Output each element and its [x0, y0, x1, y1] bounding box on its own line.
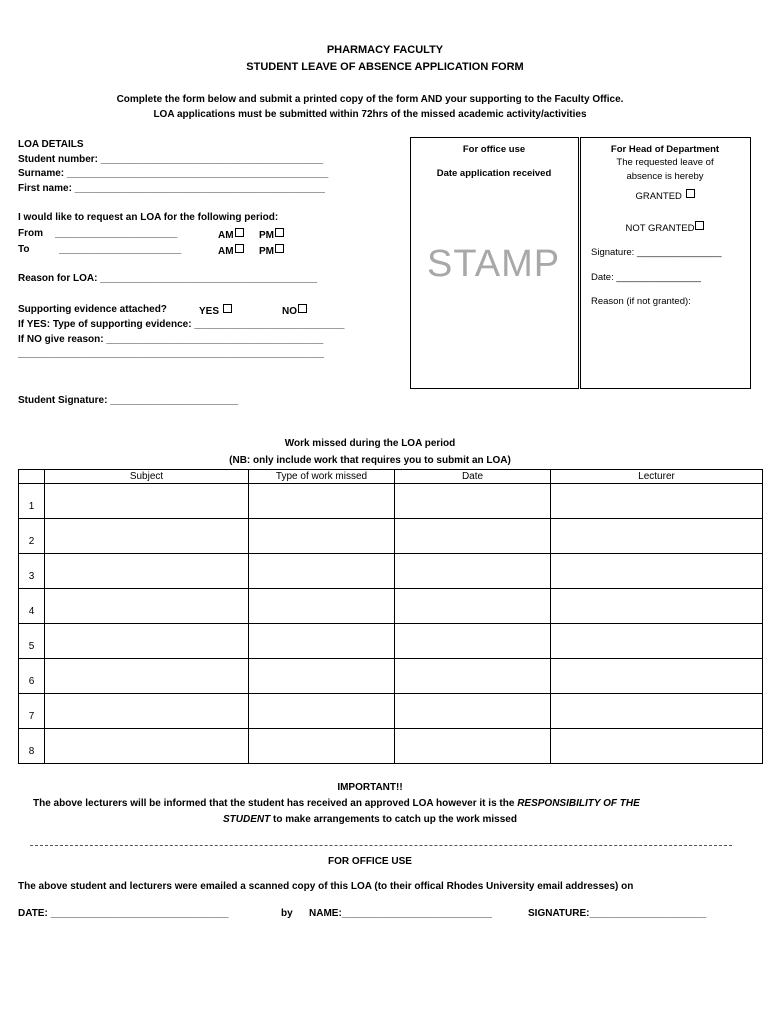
important-emphasis-student: STUDENT: [223, 814, 271, 825]
head-of-department-box: [580, 137, 751, 389]
reason-field[interactable]: Reason for LOA: _______________________________________: [18, 273, 318, 284]
checkbox-icon[interactable]: [223, 304, 232, 313]
table-row: [19, 729, 763, 764]
surname-field[interactable]: Surname: _______________________________________________: [18, 168, 329, 179]
office-by-label: by: [281, 908, 293, 919]
am-label: AM: [218, 246, 234, 257]
subject-cell[interactable]: [45, 589, 249, 624]
checkbox-icon[interactable]: [695, 221, 704, 230]
to-pm-option[interactable]: [259, 244, 284, 257]
form-faculty-title: PHARMACY FACULTY: [326, 44, 444, 56]
checkbox-icon[interactable]: [298, 304, 307, 313]
date-cell[interactable]: [395, 484, 551, 519]
subject-cell[interactable]: [45, 554, 249, 589]
office-use-title: For office use: [462, 144, 526, 155]
checkbox-icon[interactable]: [275, 228, 284, 237]
type-cell[interactable]: [249, 729, 395, 764]
work-missed-table: [18, 469, 763, 764]
table-row: [19, 589, 763, 624]
important-emphasis: RESPONSIBILITY OF THE: [517, 798, 640, 809]
work-missed-note: (NB: only include work that requires you to submit an LOA): [229, 455, 511, 466]
type-cell[interactable]: [249, 624, 395, 659]
row-number: 5: [19, 624, 45, 659]
intro-line-1: Complete the form below and submit a printed copy of the form AND your supporting to the Faculty Office.: [116, 94, 624, 105]
column-header-type: Type of work missed: [249, 470, 395, 484]
type-cell[interactable]: [249, 694, 395, 729]
to-am-option[interactable]: [218, 244, 244, 257]
checkbox-icon[interactable]: [275, 244, 284, 253]
not-granted-option[interactable]: [581, 221, 749, 234]
student-signature-field[interactable]: Student Signature: _______________________: [18, 395, 239, 406]
from-am-option[interactable]: [218, 228, 244, 241]
from-label: From: [18, 228, 43, 239]
date-cell[interactable]: [395, 519, 551, 554]
column-header-subject: Subject: [45, 470, 249, 484]
lecturer-cell[interactable]: [551, 624, 763, 659]
subject-cell[interactable]: [45, 624, 249, 659]
lecturer-cell[interactable]: [551, 729, 763, 764]
evidence-type-field[interactable]: If YES: Type of supporting evidence: ___________________________: [18, 319, 345, 330]
date-cell[interactable]: [395, 554, 551, 589]
hod-text-line-1: The requested leave of: [616, 157, 714, 168]
from-date-field[interactable]: ______________________: [55, 228, 178, 239]
evidence-yes-option[interactable]: [199, 304, 232, 317]
table-header-row: [19, 470, 763, 484]
checkbox-icon[interactable]: [235, 244, 244, 253]
important-heading: IMPORTANT!!: [337, 782, 403, 793]
lecturer-cell[interactable]: [551, 484, 763, 519]
important-line-2: [0, 814, 740, 825]
intro-line-2: LOA applications must be submitted within 72hrs of the missed academic activity/activities: [153, 109, 587, 120]
hod-date-field[interactable]: Date: ________________: [591, 272, 701, 283]
lecturer-cell[interactable]: [551, 659, 763, 694]
important-line-1: [33, 798, 640, 809]
table-row: [19, 519, 763, 554]
hod-reason-label: Reason (if not granted):: [591, 296, 691, 307]
office-use-heading: FOR OFFICE USE: [328, 856, 412, 867]
from-pm-option[interactable]: [259, 228, 284, 241]
type-cell[interactable]: [249, 554, 395, 589]
evidence-no-option[interactable]: [282, 304, 307, 317]
stamp-placeholder: STAMP: [427, 243, 561, 285]
pm-label: PM: [259, 246, 274, 257]
pm-label: PM: [259, 230, 274, 241]
hod-title: For Head of Department: [610, 144, 720, 155]
row-number: 4: [19, 589, 45, 624]
date-cell[interactable]: [395, 624, 551, 659]
hod-signature-field[interactable]: Signature: ________________: [591, 247, 722, 258]
yes-label: YES: [199, 306, 220, 317]
hod-text-line-2: absence is hereby: [626, 171, 704, 182]
lecturer-cell[interactable]: [551, 554, 763, 589]
row-number: 7: [19, 694, 45, 729]
row-number: 6: [19, 659, 45, 694]
no-label: NO: [282, 306, 297, 317]
not-granted-label: NOT GRANTED: [625, 223, 695, 234]
table-row: [19, 554, 763, 589]
column-header-lecturer: Lecturer: [551, 470, 763, 484]
to-label: To: [18, 244, 30, 255]
important-text-2: to make arrangements to catch up the work missed: [270, 814, 517, 825]
table-row: [19, 484, 763, 519]
table-row: [19, 694, 763, 729]
table-row: [19, 659, 763, 694]
granted-label: GRANTED: [635, 191, 682, 202]
subject-cell[interactable]: [45, 484, 249, 519]
office-name-field[interactable]: NAME:___________________________: [309, 908, 492, 919]
no-evidence-reason-extra-line[interactable]: _______________________________________________________: [18, 348, 324, 359]
lecturer-cell[interactable]: [551, 589, 763, 624]
granted-option[interactable]: [581, 189, 749, 202]
checkbox-icon[interactable]: [686, 189, 695, 198]
type-cell[interactable]: [249, 519, 395, 554]
office-signature-field[interactable]: SIGNATURE:_____________________: [528, 908, 707, 919]
work-missed-title: Work missed during the LOA period: [284, 438, 456, 449]
row-number: 8: [19, 729, 45, 764]
request-period-label: I would like to request an LOA for the following period:: [18, 212, 279, 223]
type-cell[interactable]: [249, 484, 395, 519]
date-cell[interactable]: [395, 694, 551, 729]
table-row: [19, 624, 763, 659]
important-text: The above lecturers will be informed that the student has received an approved LOA however it is the: [33, 798, 518, 809]
type-cell[interactable]: [249, 659, 395, 694]
lecturer-cell[interactable]: [551, 519, 763, 554]
subject-cell[interactable]: [45, 729, 249, 764]
no-evidence-reason-field[interactable]: If NO give reason: _______________________________________: [18, 334, 324, 345]
office-date-field[interactable]: DATE: ________________________________: [18, 908, 229, 919]
column-header-date: Date: [395, 470, 551, 484]
date-cell[interactable]: [395, 589, 551, 624]
first-name-field[interactable]: First name: _____________________________________________: [18, 183, 325, 194]
office-use-statement: The above student and lecturers were emailed a scanned copy of this LOA (to their offical Rhodes University email addresses) on: [18, 881, 634, 892]
date-cell[interactable]: [395, 729, 551, 764]
student-number-field[interactable]: Student number: ________________________________________: [18, 154, 324, 165]
type-cell[interactable]: [249, 589, 395, 624]
to-date-field[interactable]: ______________________: [59, 244, 182, 255]
checkbox-icon[interactable]: [235, 228, 244, 237]
row-number: 1: [19, 484, 45, 519]
office-use-box: [410, 137, 579, 389]
form-title: STUDENT LEAVE OF ABSENCE APPLICATION FORM: [246, 61, 524, 73]
lecturer-cell[interactable]: [551, 694, 763, 729]
date-cell[interactable]: [395, 659, 551, 694]
date-received-label: Date application received: [436, 168, 552, 179]
am-label: AM: [218, 230, 234, 241]
column-header-number: [19, 470, 45, 484]
row-number: 3: [19, 554, 45, 589]
subject-cell[interactable]: [45, 694, 249, 729]
subject-cell[interactable]: [45, 519, 249, 554]
subject-cell[interactable]: [45, 659, 249, 694]
row-number: 2: [19, 519, 45, 554]
evidence-question: Supporting evidence attached?: [18, 304, 167, 315]
loa-details-heading: LOA DETAILS: [18, 139, 84, 150]
cut-line-divider: [30, 845, 732, 846]
